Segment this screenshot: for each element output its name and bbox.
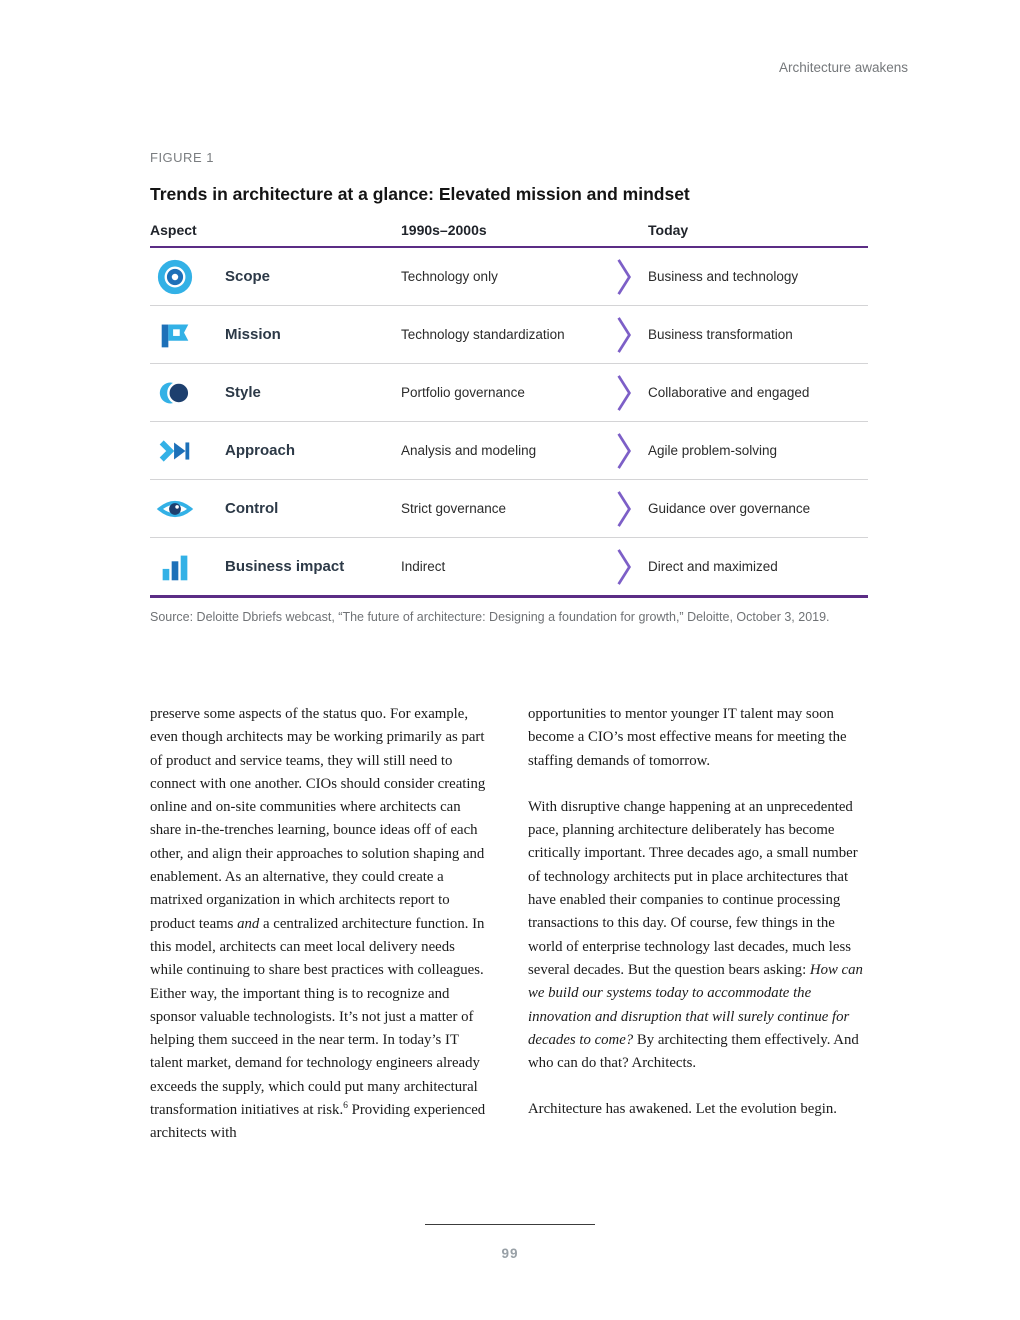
- aspect-label: Control: [225, 500, 279, 517]
- past-value: Technology standardization: [401, 327, 565, 342]
- today-value: Business transformation: [648, 327, 793, 342]
- footer-rule: [425, 1224, 595, 1225]
- chevron-right-icon: [600, 315, 648, 355]
- aspect-label: Style: [225, 384, 261, 401]
- page-number: 99: [501, 1246, 519, 1261]
- column-header-past: 1990s–2000s: [401, 222, 487, 238]
- eye-icon: [150, 490, 225, 528]
- chevron-right-icon: [600, 431, 648, 471]
- table-row: [150, 422, 868, 480]
- paragraph: opportunities to mentor younger IT talent may soon become a CIO’s most effective means for meeting the staffing demands of tomorrow.: [528, 706, 847, 769]
- table-row: [150, 480, 868, 538]
- body-left-column: [150, 703, 490, 1146]
- body-text: [150, 703, 868, 1146]
- table-row: [150, 538, 868, 598]
- body-right-column: [528, 703, 868, 1146]
- today-value: Business and technology: [648, 269, 799, 284]
- venn-icon: [150, 374, 225, 412]
- source-note: Source: Deloitte Dbriefs webcast, “The future of architecture: Designing a foundation for growth,” Deloitte, October 3, 2019.: [150, 610, 830, 624]
- today-value: Collaborative and engaged: [648, 385, 810, 400]
- chevron-right-icon: [600, 257, 648, 297]
- figure-label: FIGURE 1: [150, 150, 214, 165]
- aspect-label: Business impact: [225, 558, 345, 575]
- paragraph: Architecture has awakened. Let the evolution begin.: [528, 1101, 837, 1118]
- target-icon: [150, 258, 225, 296]
- table-row: [150, 306, 868, 364]
- arrow-icon: [150, 432, 225, 470]
- table-row: [150, 364, 868, 422]
- running-header: Architecture awakens: [778, 60, 908, 75]
- trends-table: [150, 222, 868, 598]
- aspect-label: Mission: [225, 326, 281, 343]
- page-title: Trends in architecture at a glance: Elevated mission and mindset: [150, 184, 690, 204]
- past-value: Indirect: [401, 559, 446, 574]
- table-header-row: [150, 222, 868, 248]
- today-value: Guidance over governance: [648, 501, 811, 516]
- paragraph: With disruptive change happening at an unprecedented pace, planning architecture deliberately has become critically important. Three decades ago, a small number of technology architects put in place architectures that have enabled their companies to continue processing transactions to this day. Of course, few things in the world of enterprise technology last decades, much less several decades. But the question bears asking: How can we build our systems today to accommodate the innovation and disruption that will surely continue for decades to come? By architecting them effectively. And who can do that? Architects.: [528, 798, 863, 1072]
- column-header-today: Today: [648, 222, 689, 238]
- chevron-right-icon: [600, 547, 648, 587]
- chevron-right-icon: [600, 373, 648, 413]
- past-value: Analysis and modeling: [401, 443, 537, 458]
- paragraph: preserve some aspects of the status quo. For example, even though architects may be working primarily as part of product and service teams, they will still need to connect with one another. CIOs should consider creating online and on-site communities where architects can share in-the-trenches learning, bounce ideas off of each other, and align their approaches to solution shaping and enablement. As an alternative, they could create a matrixed organization in which architects report to product teams and a centralized architecture function. In this model, architects can meet local delivery needs while continuing to share best practices with colleagues. Either way, the important thing is to recognize and sponsor valuable technologists. It’s not just a matter of helping them succeed in the near term. In today’s IT talent market, demand for technology engineers already exceeds the supply, which could put many architectural transformation initiatives at risk.$^6$ Providing experienced architects with: [150, 706, 486, 1142]
- past-value: Technology only: [401, 269, 498, 284]
- aspect-label: Scope: [225, 268, 271, 285]
- bar-chart-icon: [150, 548, 225, 586]
- chevron-right-icon: [600, 489, 648, 529]
- table-row: [150, 248, 868, 306]
- today-value: Agile problem-solving: [648, 443, 778, 458]
- past-value: Portfolio governance: [401, 385, 525, 400]
- column-header-aspect: Aspect: [150, 222, 197, 238]
- today-value: Direct and maximized: [648, 559, 778, 574]
- flag-icon: [150, 316, 225, 354]
- past-value: Strict governance: [401, 501, 507, 516]
- aspect-label: Approach: [225, 442, 296, 459]
